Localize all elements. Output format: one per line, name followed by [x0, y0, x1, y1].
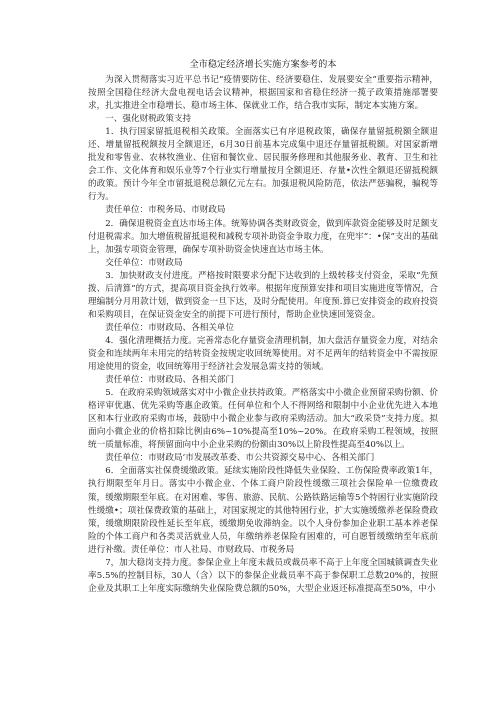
policy-item-6: 6．全面落实社保费缓缴政策。延续实施阶段性降低失业保险、工伤保险费率政策1年，执行期限至年月日。落实中小微企业、个体工商户阶段性缓缴三项社会保险单一位缴费政策，缓缴期限至年底。在对困难、零售、旅游、民航、公路铁路运输等5个特困行业实施阶段性缓缴•；项社保费政策的基础上，对国家规定的其他特困行业，扩大实施缓缴养老保险费政策，缓缴期限阶段性延长至年底，缓缴期免收滞纳金。以个人身份参加企业职工基本养老保险的个体工商户和各类灵活就业人员，年缴纳养老保险有困难的，可自愿暂缓缴纳至年底前进行补缴。责任单位：市人社局、市财政局、市税务局 — [88, 466, 438, 555]
policy-item-7: 7，加大稳岗支持力度。参保企业上年度未裁员或裁员率不高于上年度全国城镇调查失业率5.5%的控制目标，30人（含）以下的参保企业裁员率不高于参保职工总数20%的，按照企业及其职工上年度实际缴纳失业保险费总额的50%，大型企业返还标准提高至50%，中小 — [88, 557, 438, 594]
policy-item-2: 2．确保退税资金直达市场主体。统筹协调各类财政资金，做到库款资金能够及时足额支付退税需求。加大增值税留抵退税和减税专项补助资金争取力度，在兜牢“：•保”支出的基础上，加强专项资金管理，确保专项补助资金快速直达市场主体。 — [88, 218, 438, 255]
policy-item-4: 4．强化清理概括力度。完善常态化存量资金清理机制，加大盘活存量资金力度，对结余资金和连续两年未用完的结转资金按规定收回统筹使用。对不足两年的结转资金中不需按原用途使用的资金，收回统筹用于经济社会发展急需支持的领域。 — [88, 335, 438, 373]
responsible-unit-3: 责任单位：市财政局、各相关单位 — [105, 322, 235, 333]
section-heading: 一、强化财税政策支持 — [105, 114, 192, 125]
policy-item-3: 3．加快财政支付进度。严格按时限要求分配下达收到的上级转移支付资金，采取“先预拨、后清算”的方式，提高项目资金执行效率。根据年度预算安排和项目实施进度等情况，合理编制分月用款计划，做到资金一旦下达，及时分配使用。年度预.算已安排资金的政府投资和采购项目，在保证资金安全的前提下可进行预付，帮助企业快速回笼资金。 — [88, 270, 438, 320]
responsible-unit-5: 责任单位：市财政局’市发展改革委、市公共资源交易中心、各相关部门 — [105, 453, 375, 464]
responsible-unit-2: 交任单位：市财政局 — [105, 257, 183, 268]
policy-item-5: 5．在政府采购领域落实对中小微企业扶持政策。严格落实中小微企业预留采购份额、价格评审优惠、优先采购等惠企政策。任何单位和个人不得网络和限制中小企业优先进入本地区和本行业政府采购市场，鼓励中小微企业参与政府采购活动。加大“政采贷”支持力度。拟面向小微企业的价格扣除比例由6%~10%提高至10%~20%。在政府采购工程领域，按照统一质量标准，将预留面向中小企业采购的份额由30%以上阶段性提高至40%以上。 — [88, 388, 438, 451]
policy-item-1: 1．执行国家留抵退税相关政策。全面落实已有序退税政策，确保存量留抵税额全额退还、增量留抵税额按月全额退还，6月30日前基本完成集中退还存量留抵税额。对国家新增批发和零售业、农林牧渔业、住宿和餐饮业、居民服务修理和其他服务业、教育、卫生和社会工作、文化体育和娱乐业等7个行业实行增量按月全额退还、存量•次性全额退还留抵税额的政策。预计今年全市留抵退税总额亿元左右。加强退税风险防范，依法严惩骗税，骗税等行为。 — [88, 127, 438, 203]
responsible-unit-1: 责任单位：市税务局、市财政局 — [105, 205, 226, 216]
responsible-unit-4: 责任单位：市财政局、各相关部门 — [105, 375, 235, 386]
document-title: 全市稳定经济增长实施方案参考的本 — [189, 59, 337, 70]
intro-paragraph: 为深入贯彻落实习近平总书记“疫情要防住、经济要稳住、发展要安全”重要指示精神，按照全国稳住经济大盘电视电话会议精神，根据国家和省稳住经济一揽子政策措施部署要求，扎实推进全市稳增长、稳市场主体、保就业工作，结合我市实际，制定本实施方案。 — [88, 75, 438, 112]
